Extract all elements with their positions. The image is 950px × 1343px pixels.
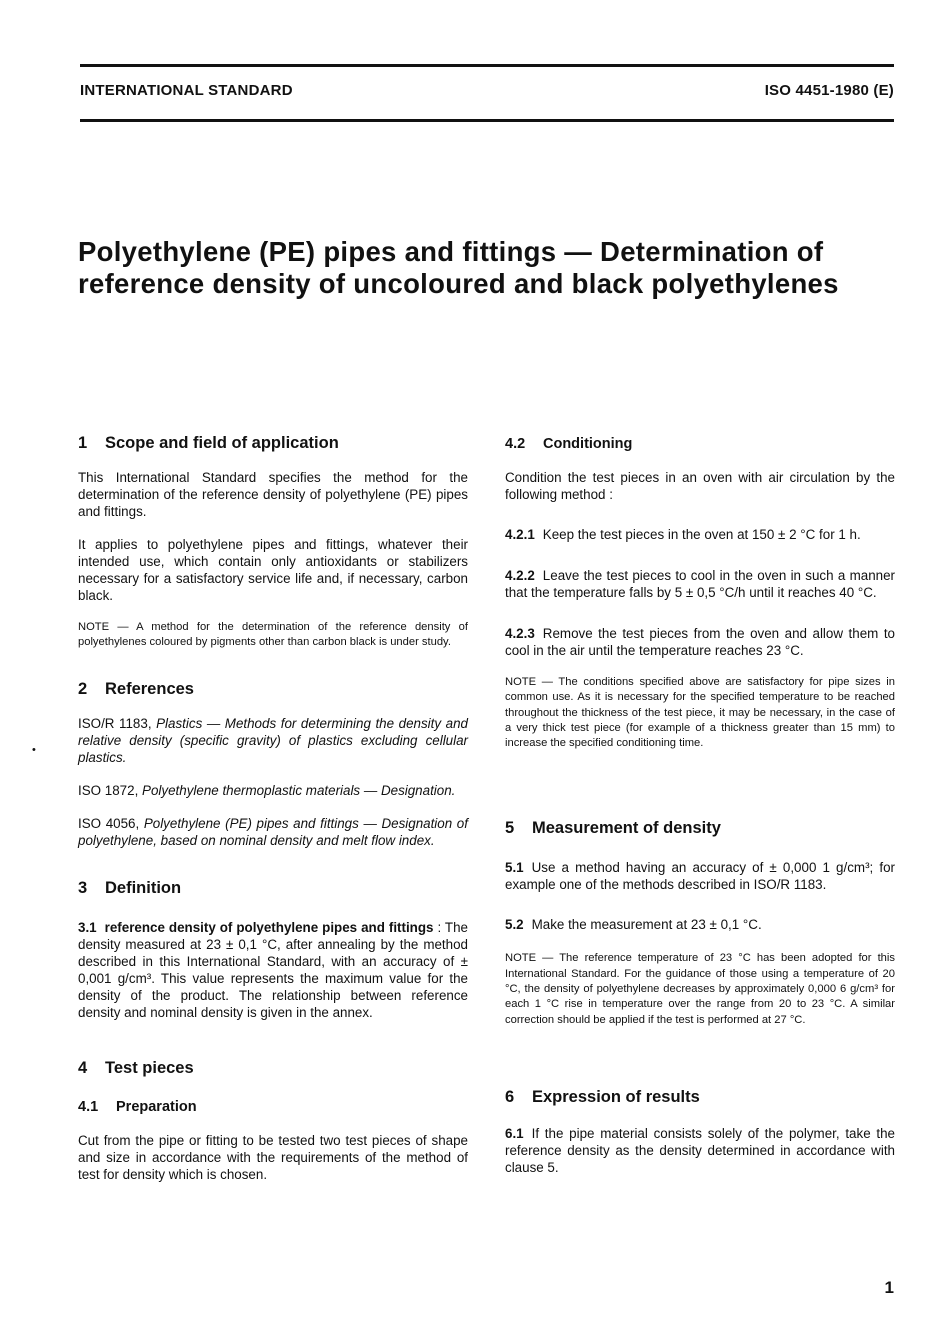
subsection-4-2-title: Conditioning	[543, 436, 633, 452]
document-title	[78, 236, 908, 300]
clause-5-2-text: Make the measurement at 23 ± 0,1 °C.	[531, 917, 762, 933]
section-4-heading	[78, 1057, 468, 1079]
reference-iso-1872	[78, 782, 468, 799]
reference-3-title: Polyethylene (PE) pipes and fittings — Designation of polyethylene, based on nominal density and melt flow index.	[78, 815, 468, 848]
subsection-4-2-text: Condition the test pieces in an oven with air circulation by the following method :	[505, 470, 895, 502]
clause-4-2-3-number: 4.2.3	[505, 626, 535, 641]
section-5-title: Measurement of density	[532, 819, 721, 838]
header-bottom-rule	[80, 119, 894, 122]
section-5-note: NOTE — The reference temperature of 23 °C has been adopted for this International Standard. For the guidance of those using a temperature of 20 °C, the density of polyethylene decreases by approximately 0,000 6 g/cm³ for each 1 °C rise in temperature over the range from 20 to 23 °C. A similar correction should be applied if the test is performed at 27 °C.	[505, 952, 895, 1026]
reference-3-code: ISO 4056,	[78, 815, 140, 831]
clause-4-2-1-text: Keep the test pieces in the oven at 150 ± 2 °C for 1 h.	[542, 527, 861, 542]
subsection-4-1-text: Cut from the pipe or fitting to be tested two test pieces of shape and size in accordance with the requirements of the method of test for density which is chosen.	[78, 1132, 468, 1182]
definition-3-1-number: 3.1	[78, 919, 97, 935]
section-2-heading	[78, 678, 468, 700]
clause-4-2-3-text: Remove the test pieces from the oven and allow them to cool in the air until the temperature reaches 23 °C.	[505, 626, 895, 658]
section-3-number: 3	[78, 878, 88, 897]
clause-4-2-3	[505, 625, 895, 659]
section-3-heading	[78, 877, 468, 899]
section-2-title: References	[105, 679, 194, 698]
clause-4-2-2-number: 4.2.2	[505, 568, 535, 583]
section-4-number: 4	[78, 1058, 88, 1077]
definition-3-1-term: reference density of polyethylene pipes and fittings	[104, 919, 434, 935]
clause-5-1-number: 5.1	[505, 860, 524, 876]
section-1-paragraph-1: This International Standard specifies the method for the determination of the reference density of polyethylene (PE) pipes and fittings.	[78, 470, 468, 519]
clause-4-2-2	[505, 567, 895, 601]
clause-5-2	[505, 916, 895, 933]
title-line-2: reference density of uncoloured and black polyethylenes	[78, 268, 839, 299]
section-1-number: 1	[78, 434, 88, 452]
section-4-note: NOTE — The conditions specified above are satisfactory for pipe sizes in common use. As it is necessary for the specified temperature to be reached throughout the thickness of the test piece, it may be necessary, in the case of a very thick test piece (for example of a thickness greater than 15 mm) to increase the specified conditioning time.	[505, 676, 895, 750]
subsection-4-2-number: 4.2	[505, 436, 526, 452]
header-left: INTERNATIONAL STANDARD	[80, 82, 293, 99]
definition-3-1-text: : The density measured at 23 ± 0,1 °C, after annealing by the method described in this International Standard, with an accuracy of ± 0,001 g/cm³. This value represents the maximum value for the density of the product. The relationship between reference density and nominal density is given in the annex.	[78, 919, 468, 1020]
definition-3-1	[78, 919, 468, 1021]
section-6-heading	[505, 1086, 895, 1108]
reference-iso-r-1183	[78, 715, 468, 766]
section-6-title: Expression of results	[532, 1087, 700, 1106]
clause-4-2-1	[505, 526, 895, 543]
subsection-4-1-title: Preparation	[116, 1098, 197, 1115]
section-5-number: 5	[505, 819, 515, 838]
clause-6-1	[505, 1125, 895, 1176]
section-1-heading	[78, 432, 468, 454]
section-4-title: Test pieces	[105, 1058, 194, 1077]
section-1-title: Scope and field of application	[105, 434, 339, 452]
header-top-rule	[80, 64, 894, 67]
clause-4-2-2-text: Leave the test pieces to cool in the oven in such a manner that the temperature falls by 5 ± 0,5 °C/h until it reaches 40 °C.	[505, 568, 895, 600]
clause-5-1-text: Use a method having an accuracy of ± 0,000 1 g/cm³; for example one of the methods described in ISO/R 1183.	[505, 860, 895, 893]
section-1-note: NOTE — A method for the determination of the reference density of polyethylenes coloured by pigments other than carbon black is under study.	[78, 621, 468, 649]
clause-5-2-number: 5.2	[505, 917, 524, 933]
section-2-number: 2	[78, 679, 88, 698]
reference-1-code: ISO/R 1183,	[78, 715, 152, 731]
section-6-number: 6	[505, 1087, 515, 1106]
clause-4-2-1-number: 4.2.1	[505, 527, 535, 542]
section-5-heading	[505, 817, 895, 839]
clause-5-1	[505, 859, 895, 893]
margin-mark: •	[32, 744, 36, 756]
page-number: 1	[884, 1278, 894, 1297]
header-right: ISO 4451-1980 (E)	[764, 82, 894, 99]
title-line-1: Polyethylene (PE) pipes and fittings — Determination of	[78, 236, 824, 267]
clause-6-1-number: 6.1	[505, 1125, 524, 1141]
subsection-4-1-number: 4.1	[78, 1098, 99, 1115]
reference-2-code: ISO 1872,	[78, 782, 139, 798]
reference-1-title: Plastics — Methods for determining the density and relative density (specific gravity) of plastics excluding cellular plastics.	[78, 715, 468, 765]
left-column	[78, 432, 468, 1183]
subsection-4-1-heading	[78, 1097, 468, 1117]
right-column	[505, 432, 895, 1176]
reference-iso-4056	[78, 815, 468, 849]
reference-2-title: Polyethylene thermoplastic materials — Designation.	[142, 782, 456, 798]
section-1-paragraph-2: It applies to polyethylene pipes and fittings, whatever their intended use, which contain only antioxidants or stabilizers necessary for a satisfactory service life and, if necessary, carbon black.	[78, 537, 468, 603]
section-3-title: Definition	[105, 878, 182, 897]
subsection-4-2-heading	[505, 434, 895, 454]
clause-6-1-text: If the pipe material consists solely of the polymer, take the reference density as the density determined in accordance with clause 5.	[505, 1125, 895, 1175]
